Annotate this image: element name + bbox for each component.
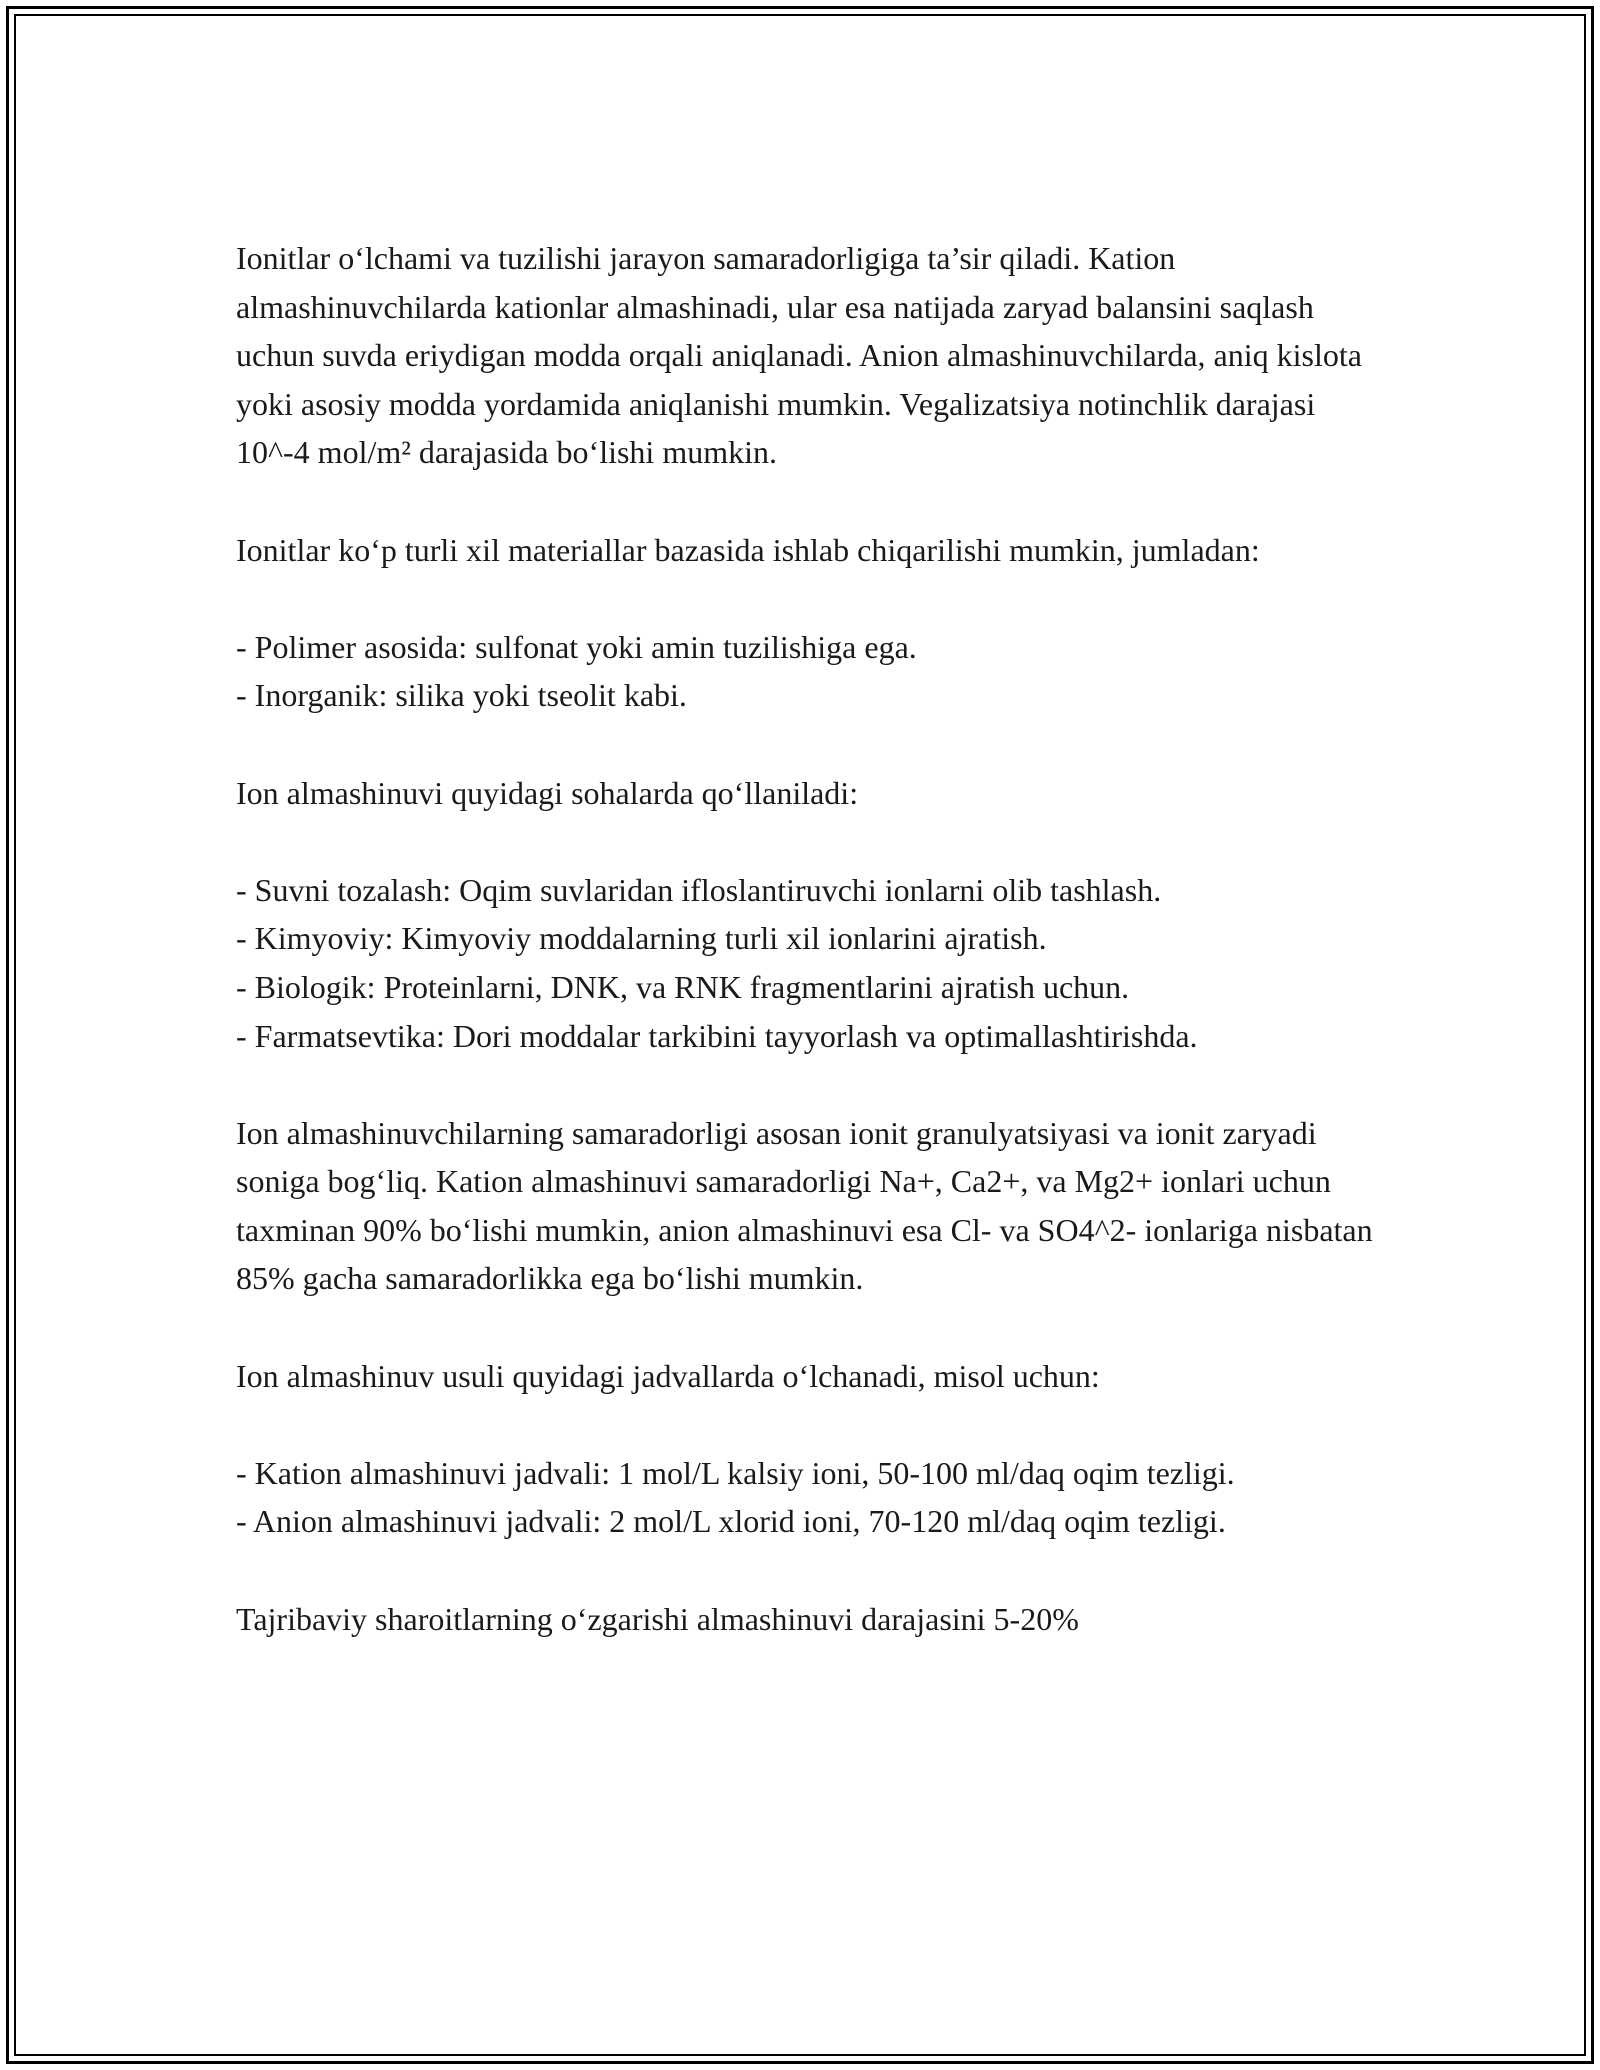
paragraph-experimental-conditions: Tajribaviy sharoitlarning o‘zgarishi almashinuvi darajasini 5-20% xyxy=(236,1600,1079,1637)
list-item: - Biologik: Proteinlarni, DNK, va RNK fragmentlarini ajratish uchun. xyxy=(236,968,1130,1005)
paragraph-materials-intro: Ionitlar ko‘p turli xil materiallar bazasida ishlab chiqarilishi mumkin, jumladan: xyxy=(236,531,1260,568)
list-item: - Kimyoviy: Kimyoviy moddalarning turli xil ionlarini ajratish. xyxy=(236,920,1047,957)
list-item: - Inorganik: silika yoki tseolit kabi. xyxy=(236,677,687,714)
paragraph-tables-intro: Ion almashinuv usuli quyidagi jadvallarda o‘lchanadi, misol uchun: xyxy=(236,1357,1100,1394)
document-body xyxy=(236,234,1386,1692)
list-item: - Polimer asosida: sulfonat yoki amin tuzilishiga ega. xyxy=(236,628,917,665)
list-item: - Anion almashinuvi jadvali: 2 mol/L xlorid ioni, 70-120 ml/daq oqim tezligi. xyxy=(236,1503,1226,1540)
tables-list xyxy=(236,1449,1386,1546)
applications-list xyxy=(236,866,1386,1060)
list-item: - Kation almashinuvi jadvali: 1 mol/L kalsiy ioni, 50-100 ml/daq oqim tezligi. xyxy=(236,1454,1235,1491)
list-item: - Suvni tozalash: Oqim suvlaridan ifloslantiruvchi ionlarni olib tashlash. xyxy=(236,871,1162,908)
paragraph-ionit-structure: Ionitlar o‘lchami va tuzilishi jarayon samaradorligiga ta’sir qiladi. Kation almashinuvchilarda kationlar almashinadi, ular esa natijada zaryad balansini saqlash uchun suvda eriydigan modda orqali aniqlanadi. Anion almashinuvchilarda, aniq kislota yoki asosiy modda yordamida aniqlanishi mumkin. Vegalizatsiya notinchlik darajasi 10^-4 mol/m² darajasida bo‘lishi mumkin. xyxy=(236,240,1362,471)
paragraph-efficiency: Ion almashinuvchilarning samaradorligi asosan ionit granulyatsiyasi va ionit zaryadi soniga bog‘liq. Kation almashinuvi samaradorligi Na+, Ca2+, va Mg2+ ionlari uchun taxminan 90% bo‘lishi mumkin, anion almashinuvi esa Cl- va SO4^2- ionlariga nisbatan 85% gacha samaradorlikka ega bo‘lishi mumkin. xyxy=(236,1114,1373,1297)
materials-list xyxy=(236,623,1386,720)
paragraph-applications-intro: Ion almashinuvi quyidagi sohalarda qo‘llaniladi: xyxy=(236,774,859,811)
list-item: - Farmatsevtika: Dori moddalar tarkibini tayyorlash va optimallashtirishda. xyxy=(236,1017,1198,1054)
